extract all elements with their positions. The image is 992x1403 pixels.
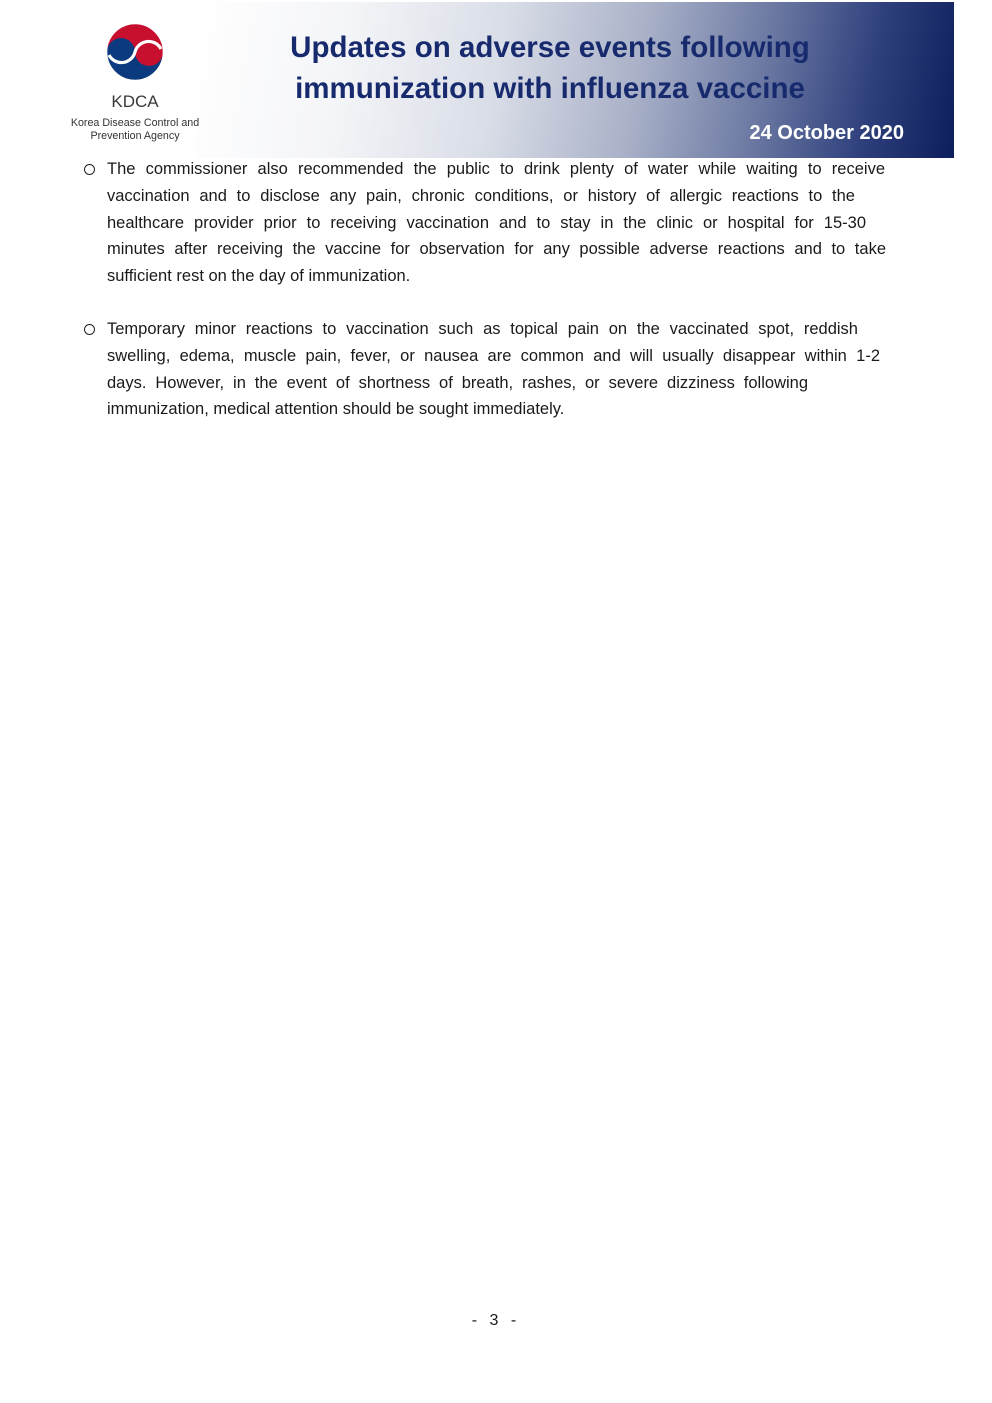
- kdca-taegeuk-logo-icon: [105, 22, 165, 82]
- paragraph-line: immunization, medical attention should be sought immediately.: [107, 400, 565, 419]
- page-title-line1: Updates on adverse events following: [290, 31, 810, 64]
- paragraph-line: sufficient rest on the day of immunization.: [107, 267, 411, 285]
- paragraph-line: The commissioner also recommended the public to drink plenty of water while waiting to receive: [107, 160, 885, 178]
- paragraph-line: healthcare provider prior to receiving vaccination and to stay in the clinic or hospital for 15-30: [107, 213, 866, 232]
- paragraph-recommendations: [107, 156, 897, 290]
- page-title-line2: immunization with influenza vaccine: [295, 72, 805, 105]
- hollow-circle-bullet-icon: [84, 324, 95, 335]
- paragraph-line: Temporary minor reactions to vaccination such as topical pain on the vaccinated spot, reddish: [107, 320, 858, 338]
- paragraph-line: minutes after receiving the vaccine for observation for any possible adverse reactions and to take: [107, 240, 886, 259]
- logo-agency-name-line2: Prevention Agency: [90, 130, 180, 142]
- paragraph-line: swelling, edema, muscle pain, fever, or nausea are common and will usually disappear within 1-2: [107, 346, 880, 365]
- paragraph-minor-reactions: [107, 316, 897, 423]
- hollow-circle-bullet-icon: [84, 164, 95, 175]
- logo-agency-name-line1: Korea Disease Control and: [70, 117, 200, 129]
- paragraph-line: vaccination and to disclose any pain, chronic conditions, or history of allergic reactions to the: [107, 186, 855, 205]
- paragraph-line: days. However, in the event of shortness of breath, rashes, or severe dizziness following: [107, 373, 808, 392]
- release-date: 24 October 2020: [749, 122, 904, 144]
- logo-acronym: KDCA: [111, 92, 159, 111]
- page-number: - 3 -: [471, 1312, 521, 1329]
